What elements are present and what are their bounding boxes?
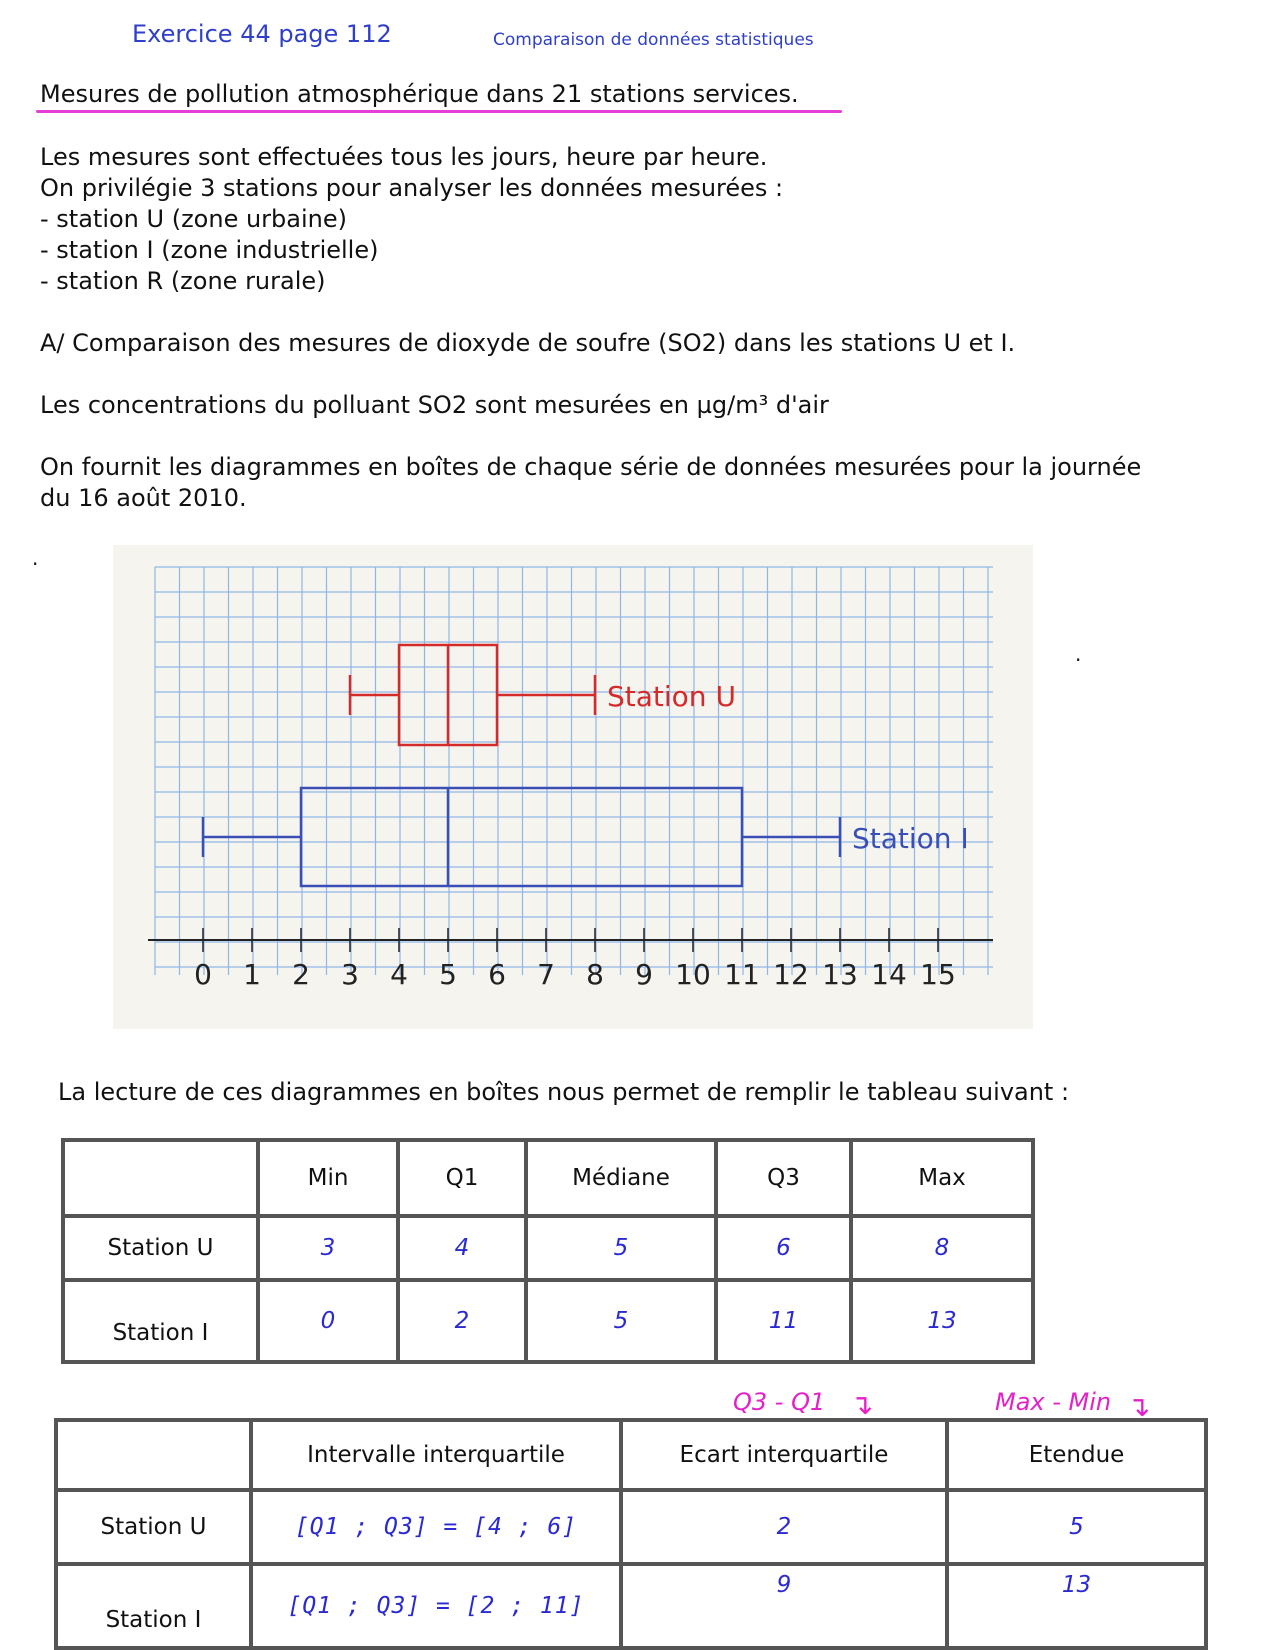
table-row [63, 1216, 1033, 1280]
stray-dot: · [1075, 648, 1082, 672]
interval-cell: [Q1 ; Q3] = [2 ; 11] [251, 1564, 621, 1648]
ecart-cell: 9 [621, 1564, 947, 1648]
x-tick-label: 4 [390, 958, 408, 991]
x-tick-label: 11 [724, 958, 760, 991]
series-label: Station U [607, 680, 736, 713]
box-iqr [301, 788, 742, 886]
interquartile-table [54, 1418, 1208, 1650]
value-cell: 13 [851, 1280, 1033, 1362]
value-cell: 4 [398, 1216, 526, 1280]
intro-line-1: Les mesures sont effectuées tous les jours, heure par heure. [40, 143, 768, 171]
series-label: Station I [852, 822, 969, 855]
x-tick-label: 9 [635, 958, 653, 991]
value-cell: 5 [526, 1280, 716, 1362]
stray-dot: · [32, 552, 39, 576]
value-cell: 5 [526, 1216, 716, 1280]
etendue-cell: 13 [947, 1564, 1206, 1648]
table-header-cell [56, 1420, 251, 1490]
table-intro: La lecture de ces diagrammes en boîtes nous permet de remplir le tableau suivant : [58, 1078, 1070, 1106]
table-header-cell: Ecart interquartile [621, 1420, 947, 1490]
interval-cell: [Q1 ; Q3] = [4 ; 6] [251, 1490, 621, 1564]
x-tick-label: 6 [488, 958, 506, 991]
row-label: Station U [63, 1216, 258, 1280]
table-header-cell: Médiane [526, 1140, 716, 1216]
table-header-cell: Max [851, 1140, 1033, 1216]
x-tick-label: 8 [586, 958, 604, 991]
boxplot-figure [113, 545, 1033, 1029]
intro-line-2: On privilégie 3 stations pour analyser les données mesurées : [40, 174, 784, 202]
value-cell: 11 [716, 1280, 851, 1362]
x-tick-label: 14 [871, 958, 907, 991]
row-label: Station I [63, 1280, 258, 1362]
title-underline [36, 110, 842, 113]
x-tick-label: 13 [822, 958, 858, 991]
value-cell: 6 [716, 1216, 851, 1280]
table-header-cell: Min [258, 1140, 398, 1216]
boxplot-chart [113, 545, 1033, 1029]
row-label: Station I [56, 1564, 251, 1648]
table-header-cell: Q3 [716, 1140, 851, 1216]
x-tick-label: 7 [537, 958, 555, 991]
iqr-formula-annotation: Q3 - Q1 [733, 1388, 826, 1416]
intro-line-4: - station I (zone industrielle) [40, 236, 379, 264]
row-label: Station U [56, 1490, 251, 1564]
diagram-intro-line-1: On fournit les diagrammes en boîtes de chaque série de données mesurées pour la journée [40, 453, 1142, 481]
x-tick-label: 5 [439, 958, 457, 991]
value-cell: 3 [258, 1216, 398, 1280]
table-header-cell [63, 1140, 258, 1216]
value-cell: 8 [851, 1216, 1033, 1280]
part-a-heading: A/ Comparaison des mesures de dioxyde de soufre (SO2) dans les stations U et I. [40, 329, 1016, 357]
table-row [63, 1280, 1033, 1362]
table-header-cell: Q1 [398, 1140, 526, 1216]
table-row [56, 1564, 1206, 1648]
ecart-cell: 2 [621, 1490, 947, 1564]
exercise-heading: Exercice 44 page 112 [132, 20, 392, 48]
page-title: Mesures de pollution atmosphérique dans 21 stations services. [40, 80, 799, 108]
value-cell: 2 [398, 1280, 526, 1362]
table-row [56, 1490, 1206, 1564]
x-tick-label: 2 [292, 958, 310, 991]
x-tick-label: 12 [773, 958, 809, 991]
range-formula-annotation: Max - Min [995, 1388, 1112, 1416]
table-header-cell: Etendue [947, 1420, 1206, 1490]
arrow-down-icon: ↴ [850, 1388, 874, 1421]
x-tick-label: 15 [920, 958, 956, 991]
intro-line-5: - station R (zone rurale) [40, 267, 326, 295]
intro-line-3: - station U (zone urbaine) [40, 205, 347, 233]
x-tick-label: 0 [194, 958, 212, 991]
diagram-intro-line-2: du 16 août 2010. [40, 484, 247, 512]
value-cell: 0 [258, 1280, 398, 1362]
x-tick-label: 10 [675, 958, 711, 991]
table-header-cell: Intervalle interquartile [251, 1420, 621, 1490]
x-tick-label: 1 [243, 958, 261, 991]
arrow-down-icon: ↴ [1127, 1390, 1151, 1423]
exercise-subtitle: Comparaison de données statistiques [493, 30, 814, 50]
x-tick-label: 3 [341, 958, 359, 991]
summary-table [61, 1138, 1035, 1364]
units-sentence: Les concentrations du polluant SO2 sont mesurées en µg/m³ d'air [40, 391, 829, 419]
etendue-cell: 5 [947, 1490, 1206, 1564]
